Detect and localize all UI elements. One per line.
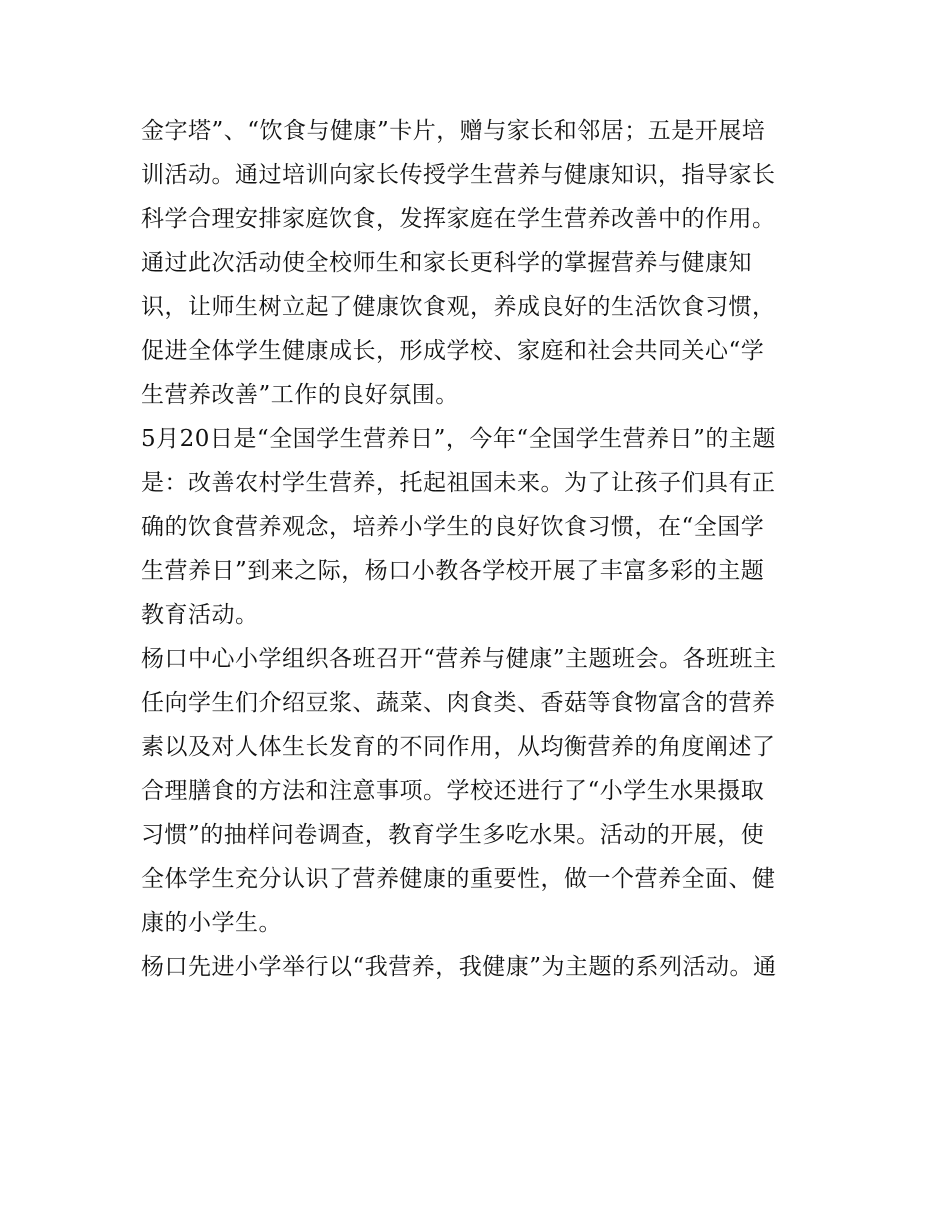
text-line: 教育活动。 <box>141 602 259 628</box>
text-line: 识，让师生树立起了健康饮食观，养成良好的生活饮食习惯， <box>141 294 776 320</box>
text-line: 任向学生们介绍豆浆、蔬菜、肉食类、香菇等食物富含的营养 <box>141 690 776 716</box>
text-line: 确的饮食营养观念，培养小学生的良好饮食习惯，在“全国学 <box>141 514 765 540</box>
text-line: 训活动。通过培训向家长传授学生营养与健康知识，指导家长 <box>141 162 776 188</box>
text-line: 金字塔”、“饮食与健康”卡片，赠与家长和邻居；五是开展培 <box>141 118 766 144</box>
text-line: 5月20日是“全国学生营养日”，今年“全国学生营养日”的主题 <box>141 426 776 452</box>
text-line: 通过此次活动使全校师生和家长更科学的掌握营养与健康知 <box>141 250 752 276</box>
text-line: 生营养改善”工作的良好氛围。 <box>141 382 459 408</box>
text-line: 康的小学生。 <box>141 910 282 936</box>
text-line: 科学合理安排家庭饮食，发挥家庭在学生营养改善中的作用。 <box>141 206 776 232</box>
text-line: 素以及对人体生长发育的不同作用，从均衡营养的角度阐述了 <box>141 734 776 760</box>
text-line: 习惯”的抽样问卷调查，教育学生多吃水果。活动的开展，使 <box>141 822 765 848</box>
text-line: 合理膳食的方法和注意事项。学校还进行了“小学生水果摄取 <box>141 778 765 804</box>
text-line: 生营养日”到来之际，杨口小教各学校开展了丰富多彩的主题 <box>141 558 765 584</box>
text-line: 促进全体学生健康成长，形成学校、家庭和社会共同关心“学 <box>141 338 765 364</box>
text-line: 杨口中心小学组织各班召开“营养与健康”主题班会。各班班主 <box>141 646 777 672</box>
text-line: 是：改善农村学生营养，托起祖国未来。为了让孩子们具有正 <box>141 470 776 496</box>
text-line: 杨口先进小学举行以“我营养，我健康”为主题的系列活动。通 <box>141 954 777 980</box>
text-line: 全体学生充分认识了营养健康的重要性，做一个营养全面、健 <box>141 866 776 892</box>
document-body <box>141 109 813 989</box>
